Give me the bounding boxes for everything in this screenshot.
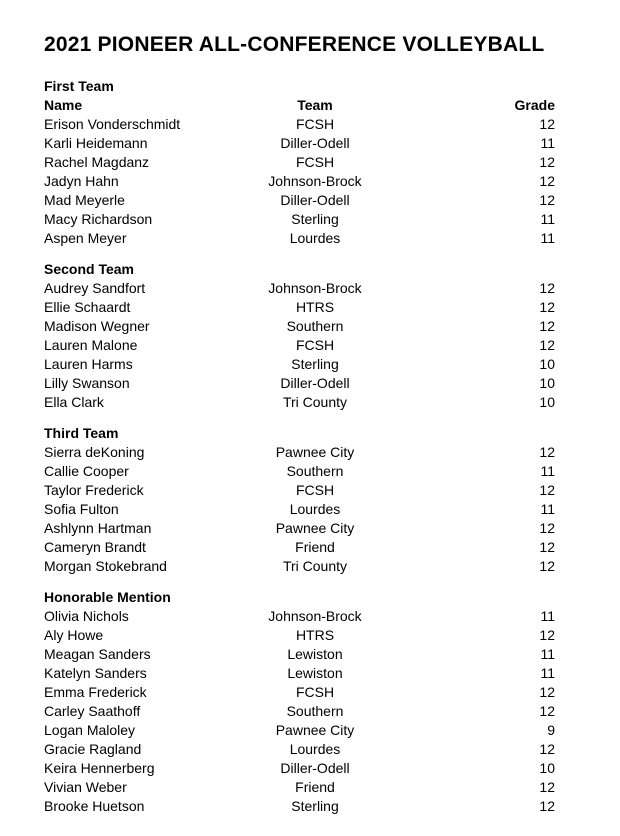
player-team: HTRS — [295, 627, 335, 643]
player-team: Pawnee City — [275, 444, 355, 460]
player-row — [44, 683, 555, 702]
player-grade: 10 — [539, 760, 555, 776]
player-name: Karli Heidemann — [44, 135, 148, 151]
player-team: Sterling — [291, 798, 339, 814]
player-grade: 11 — [540, 211, 555, 227]
player-row — [44, 607, 555, 626]
player-grade: 12 — [539, 741, 555, 757]
section-label: Third Team — [44, 425, 119, 441]
player-team: Lourdes — [289, 230, 341, 246]
player-name: Lauren Malone — [44, 337, 138, 353]
player-grade: 11 — [540, 608, 555, 624]
player-row — [44, 645, 555, 664]
player-row — [44, 134, 555, 153]
player-team: FCSH — [295, 684, 335, 700]
player-grade: 12 — [539, 299, 555, 315]
player-team: Friend — [295, 539, 335, 555]
player-grade: 12 — [539, 318, 555, 334]
player-grade: 11 — [540, 501, 555, 517]
team-section — [44, 588, 555, 816]
player-name: Carley Saathoff — [44, 703, 141, 719]
player-row — [44, 759, 555, 778]
player-row — [44, 115, 555, 134]
sections-container — [44, 77, 555, 816]
player-row — [44, 298, 555, 317]
player-grade: 12 — [539, 558, 555, 574]
player-row — [44, 462, 555, 481]
player-grade: 12 — [539, 154, 555, 170]
player-grade: 12 — [539, 627, 555, 643]
column-header-name: Name — [44, 97, 83, 113]
player-grade: 11 — [540, 463, 555, 479]
player-team: Lewiston — [287, 646, 343, 662]
player-name: Cameryn Brandt — [44, 539, 146, 555]
player-grade: 9 — [547, 722, 555, 738]
team-section — [44, 424, 555, 576]
player-name: Taylor Frederick — [44, 482, 144, 498]
player-team: Diller-Odell — [280, 760, 350, 776]
player-grade: 12 — [539, 280, 555, 296]
player-team: FCSH — [295, 337, 335, 353]
player-row — [44, 557, 555, 576]
player-team: Johnson-Brock — [268, 280, 362, 296]
player-name: Aly Howe — [44, 627, 104, 643]
player-row — [44, 153, 555, 172]
player-name: Rachel Magdanz — [44, 154, 150, 170]
player-grade: 11 — [540, 665, 555, 681]
player-team: Friend — [295, 779, 335, 795]
player-team: Sterling — [291, 356, 339, 372]
page-title: 2021 PIONEER ALL-CONFERENCE VOLLEYBALL — [44, 33, 545, 56]
player-row — [44, 172, 555, 191]
player-row — [44, 336, 555, 355]
player-name: Keira Hennerberg — [44, 760, 155, 776]
player-grade: 11 — [540, 230, 555, 246]
player-name: Sierra deKoning — [44, 444, 145, 460]
player-team: Lewiston — [287, 665, 343, 681]
player-grade: 12 — [539, 703, 555, 719]
player-name: Lilly Swanson — [44, 375, 130, 391]
player-team: Johnson-Brock — [268, 173, 362, 189]
player-team: Tri County — [282, 558, 348, 574]
player-team: FCSH — [295, 154, 335, 170]
player-team: Southern — [286, 703, 344, 719]
player-name: Callie Cooper — [44, 463, 129, 479]
section-label: First Team — [44, 78, 114, 94]
player-team: Diller-Odell — [280, 135, 350, 151]
section-label: Second Team — [44, 261, 134, 277]
player-row — [44, 500, 555, 519]
player-grade: 12 — [539, 192, 555, 208]
player-team: Diller-Odell — [280, 192, 350, 208]
player-grade: 10 — [539, 375, 555, 391]
player-team: Tri County — [282, 394, 348, 410]
player-row — [44, 191, 555, 210]
player-name: Brooke Huetson — [44, 798, 145, 814]
player-grade: 12 — [539, 444, 555, 460]
player-team: Southern — [286, 318, 344, 334]
player-name: Ashlynn Hartman — [44, 520, 152, 536]
player-row — [44, 797, 555, 816]
player-row — [44, 355, 555, 374]
player-name: Emma Frederick — [44, 684, 147, 700]
column-header-team: Team — [297, 97, 333, 113]
team-section — [44, 77, 555, 248]
player-grade: 12 — [539, 539, 555, 555]
player-name: Meagan Sanders — [44, 646, 151, 662]
player-name: Logan Maloley — [44, 722, 136, 738]
player-team: Johnson-Brock — [268, 608, 362, 624]
player-grade: 12 — [539, 173, 555, 189]
player-team: Pawnee City — [275, 722, 355, 738]
player-grade: 12 — [539, 337, 555, 353]
player-name: Olivia Nichols — [44, 608, 129, 624]
player-name: Madison Wegner — [44, 318, 150, 334]
player-row — [44, 393, 555, 412]
player-name: Sofia Fulton — [44, 501, 119, 517]
player-grade: 11 — [540, 646, 555, 662]
section-label: Honorable Mention — [44, 589, 171, 605]
player-row — [44, 210, 555, 229]
player-team: Lourdes — [289, 501, 341, 517]
player-row — [44, 279, 555, 298]
player-name: Ellie Schaardt — [44, 299, 131, 315]
player-grade: 10 — [539, 356, 555, 372]
player-grade: 12 — [539, 116, 555, 132]
player-team: HTRS — [295, 299, 335, 315]
player-name: Vivian Weber — [44, 779, 127, 795]
player-row — [44, 702, 555, 721]
player-team: Diller-Odell — [280, 375, 350, 391]
player-row — [44, 519, 555, 538]
player-row — [44, 374, 555, 393]
player-grade: 12 — [539, 684, 555, 700]
player-name: Mad Meyerle — [44, 192, 125, 208]
player-row — [44, 317, 555, 336]
player-row — [44, 538, 555, 557]
player-name: Macy Richardson — [44, 211, 153, 227]
player-row — [44, 229, 555, 248]
player-team: FCSH — [295, 116, 335, 132]
player-name: Ella Clark — [44, 394, 104, 410]
player-name: Jadyn Hahn — [44, 173, 119, 189]
player-name: Gracie Ragland — [44, 741, 142, 757]
player-name: Aspen Meyer — [44, 230, 127, 246]
player-grade: 12 — [539, 482, 555, 498]
player-team: Sterling — [291, 211, 339, 227]
player-name: Lauren Harms — [44, 356, 133, 372]
column-header-row — [44, 96, 555, 115]
player-team: Southern — [286, 463, 344, 479]
team-section — [44, 260, 555, 412]
player-team: Pawnee City — [275, 520, 355, 536]
player-row — [44, 626, 555, 645]
player-name: Morgan Stokebrand — [44, 558, 167, 574]
player-row — [44, 443, 555, 462]
player-team: Lourdes — [289, 741, 341, 757]
player-name: Katelyn Sanders — [44, 665, 147, 681]
player-grade: 12 — [539, 779, 555, 795]
player-row — [44, 721, 555, 740]
player-row — [44, 740, 555, 759]
player-team: FCSH — [295, 482, 335, 498]
player-grade: 12 — [539, 798, 555, 814]
player-row — [44, 664, 555, 683]
player-row — [44, 481, 555, 500]
player-grade: 12 — [539, 520, 555, 536]
column-header-grade: Grade — [514, 97, 555, 113]
player-row — [44, 778, 555, 797]
player-name: Erison Vonderschmidt — [44, 116, 181, 132]
player-grade: 11 — [540, 135, 555, 151]
player-name: Audrey Sandfort — [44, 280, 146, 296]
player-grade: 10 — [539, 394, 555, 410]
